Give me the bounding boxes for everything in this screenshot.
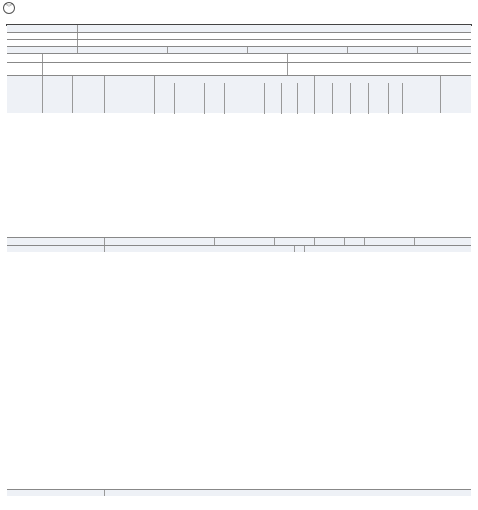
collapse-icon[interactable]: ︾	[5, 3, 13, 12]
value	[287, 63, 473, 75]
header	[0, 0, 478, 22]
row-department	[7, 32, 471, 39]
evaluation-table	[6, 24, 472, 26]
label	[281, 83, 297, 114]
value	[104, 238, 214, 245]
label	[350, 83, 368, 114]
label	[314, 83, 332, 114]
label	[388, 83, 402, 114]
label	[7, 490, 104, 496]
review-header	[7, 245, 471, 252]
row-goal-headers	[7, 53, 471, 62]
value	[344, 238, 364, 245]
row-funds	[7, 46, 471, 53]
label	[42, 76, 72, 113]
label	[314, 76, 440, 83]
value	[274, 238, 314, 245]
label	[7, 54, 42, 62]
label	[314, 238, 344, 245]
blank	[7, 63, 42, 75]
label	[224, 83, 264, 114]
row-implementer	[7, 39, 471, 46]
blank	[7, 76, 42, 113]
label	[174, 83, 204, 114]
row-goal-text	[7, 62, 471, 75]
label	[7, 238, 104, 245]
value	[414, 238, 473, 245]
label	[440, 76, 473, 113]
label	[332, 83, 350, 114]
label	[104, 76, 154, 113]
blank	[104, 490, 473, 496]
label	[402, 83, 440, 114]
row-project-name	[7, 25, 471, 32]
label	[364, 238, 414, 245]
label	[304, 246, 473, 252]
label	[72, 76, 104, 113]
value	[42, 54, 287, 62]
value	[42, 63, 287, 75]
label	[297, 83, 314, 114]
indicator-header	[7, 75, 471, 113]
value	[77, 25, 473, 32]
label	[104, 246, 294, 252]
label	[7, 25, 77, 32]
row-footer	[7, 489, 471, 496]
label	[264, 83, 281, 114]
label	[154, 83, 174, 114]
value	[287, 54, 473, 62]
blank	[7, 246, 104, 252]
blank	[294, 246, 304, 252]
label	[214, 238, 274, 245]
label	[368, 83, 388, 114]
label	[204, 83, 224, 114]
label	[154, 76, 314, 83]
row-summary	[7, 237, 471, 245]
